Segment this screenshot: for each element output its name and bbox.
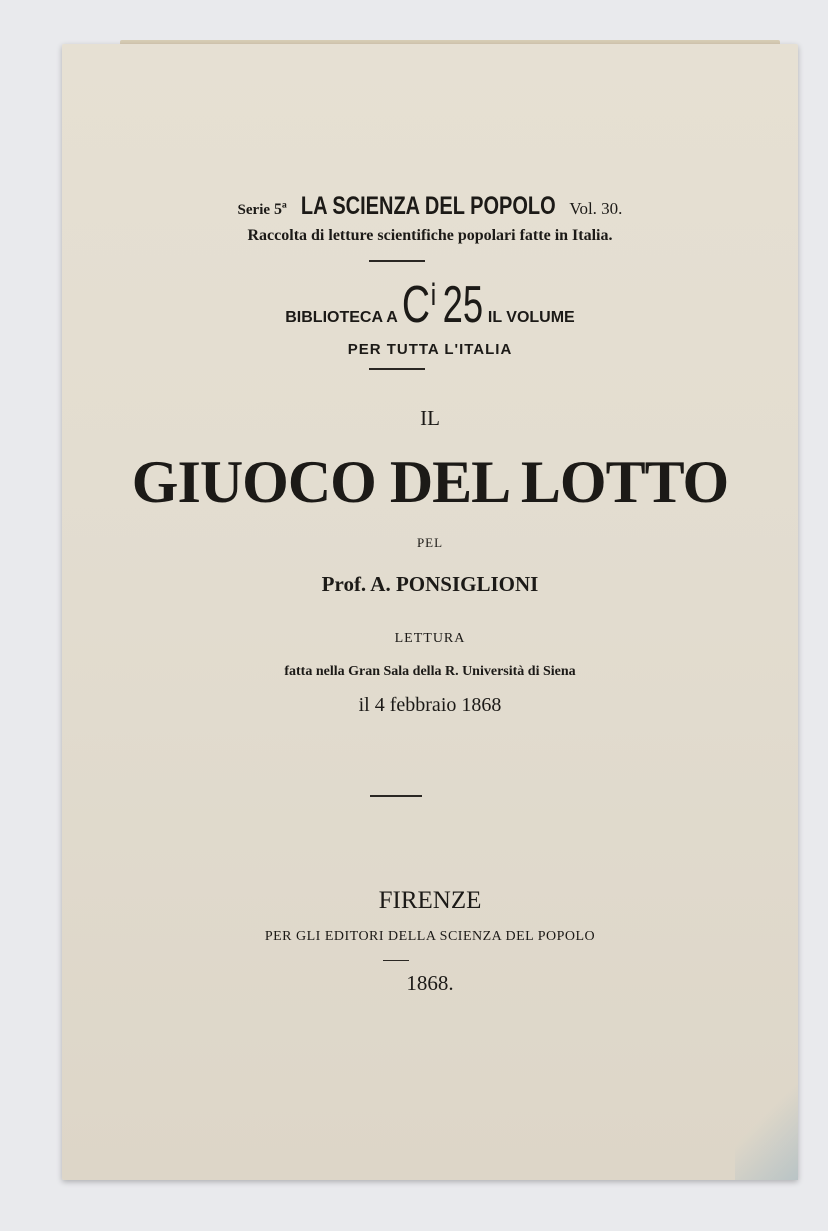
genre: LETTURA — [394, 631, 466, 646]
title-article: IL — [420, 406, 440, 430]
price-value: 25 — [442, 276, 483, 334]
publisher: PER GLI EDITORI DELLA SCIENZA DEL POPOLO — [264, 929, 596, 944]
author: Prof. A. PONSIGLIONI — [321, 572, 539, 596]
paper-corner — [735, 1080, 798, 1180]
series-number: 5ª — [274, 201, 287, 218]
city: FIRENZE — [378, 887, 482, 914]
divider — [369, 260, 425, 262]
main-title: GIUOCO DEL LOTTO — [131, 449, 729, 515]
volume: Vol. 30. — [569, 199, 623, 218]
publication-year: 1868. — [406, 971, 454, 995]
divider — [369, 368, 425, 370]
price-currency: Cⁱ — [402, 276, 438, 334]
series-prefix: Serie — [237, 202, 271, 218]
subtitle: Raccolta di letture scientifiche popolari fatte in Italia. — [247, 227, 613, 244]
venue: fatta nella Gran Sala della R. Università di Siena — [284, 664, 576, 679]
lecture-date: il 4 febbraio 1868 — [358, 694, 502, 716]
price-prefix: BIBLIOTECA A — [285, 309, 398, 326]
ornament-rule — [370, 795, 422, 797]
by-line: PEL — [416, 535, 444, 550]
series-title: LA SCIENZA DEL POPOLO — [300, 192, 556, 220]
price-scope: PER TUTTA L'ITALIA — [347, 341, 513, 358]
divider — [383, 960, 409, 961]
series-line — [62, 192, 798, 221]
price-suffix: IL VOLUME — [487, 309, 575, 326]
price-line — [62, 275, 798, 335]
